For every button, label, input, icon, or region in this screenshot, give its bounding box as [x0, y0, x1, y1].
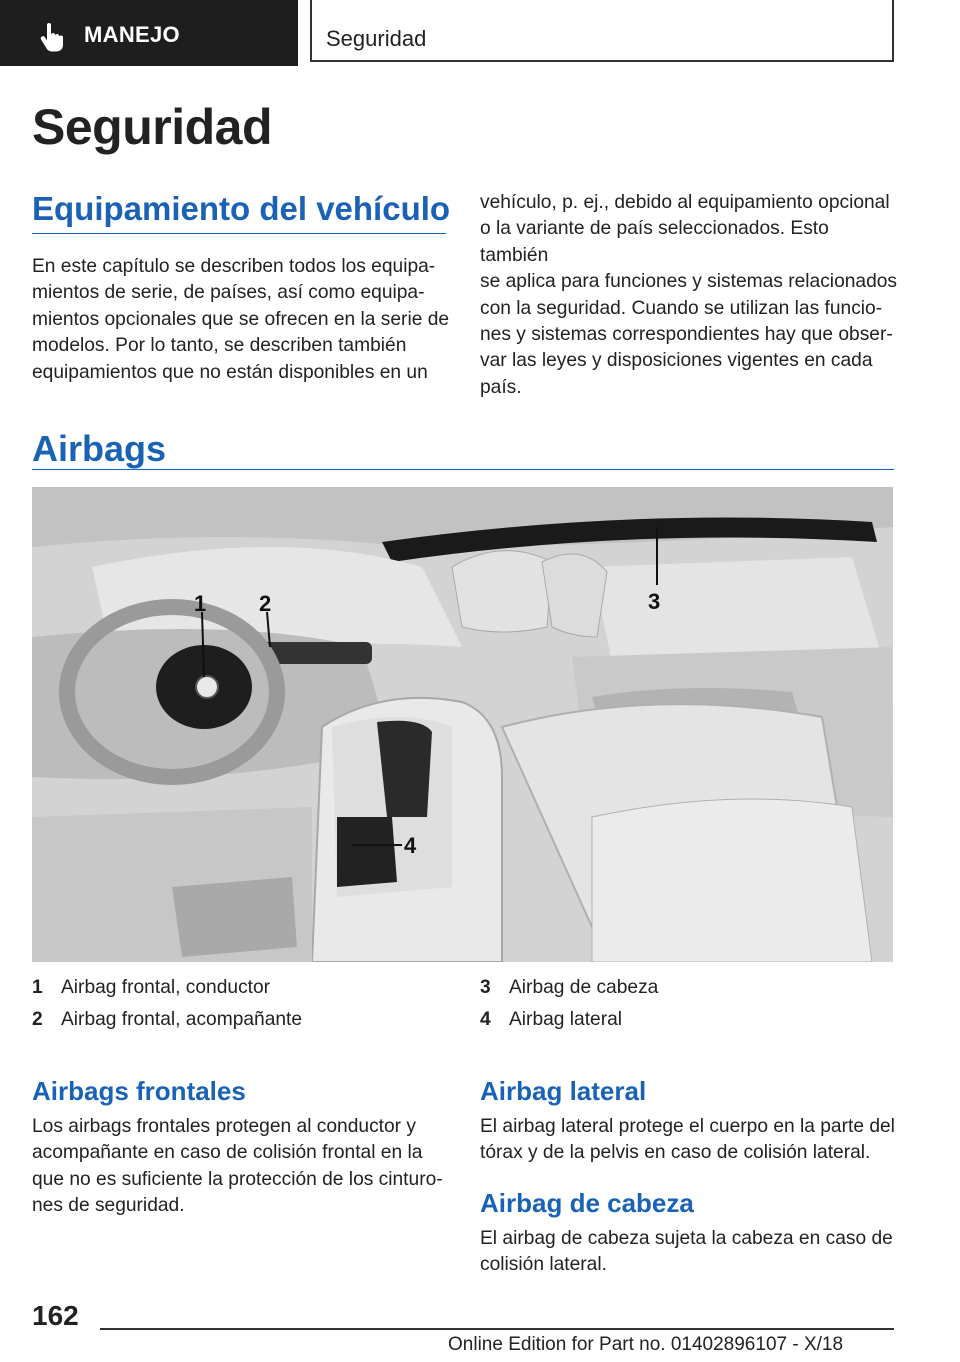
callout-2: 2 [259, 591, 272, 616]
hand-pointer-icon [38, 22, 66, 52]
text-line: que no es suficiente la protección de los cinturo‐ [32, 1168, 443, 1190]
text-line: se aplica para funciones y sistemas relacionados [480, 271, 898, 293]
text-line: país. [480, 376, 522, 398]
cabeza-text [480, 1226, 900, 1279]
equipamiento-rule [32, 233, 446, 234]
airbags-rule [32, 469, 894, 470]
text-line: mientos de serie, de países, así como equipa‐ [32, 282, 425, 304]
frontales-text [32, 1114, 452, 1220]
equipamiento-text-right [480, 190, 900, 401]
legend-label: Airbag frontal, acompañante [61, 1009, 303, 1030]
legend-label: Airbag de cabeza [509, 977, 659, 998]
equipamiento-heading: Equipamiento del vehículo [32, 190, 451, 227]
text-line: En este capítulo se describen todos los equipa‐ [32, 256, 436, 277]
cabeza-heading: Airbag de cabeza [480, 1188, 694, 1218]
text-line: con la seguridad. Cuando se utilizan las funcio‐ [480, 297, 883, 319]
edition-note: Online Edition for Part no. 01402896107 - X/18 [448, 1334, 844, 1355]
text-line: mientos opcionales que se ofrecen en la serie de [32, 308, 450, 330]
legend-label: Airbag lateral [509, 1009, 623, 1030]
section-header-box [310, 0, 894, 62]
callout-1: 1 [194, 591, 207, 616]
lateral-text [480, 1114, 900, 1167]
car-interior-illustration [32, 487, 893, 962]
chapter-label: MANEJO [84, 22, 180, 47]
frontales-heading: Airbags frontales [32, 1076, 246, 1106]
legend-number: 1 [32, 977, 43, 998]
legend-label: Airbag frontal, conductor [61, 977, 271, 998]
text-line: modelos. Por lo tanto, se describen también [32, 335, 407, 357]
text-line: equipamientos que no están disponibles en un [32, 361, 428, 383]
car-interior-drawing [32, 487, 893, 962]
text-line: colisión lateral. [480, 1254, 607, 1276]
text-line: nes de seguridad. [32, 1195, 185, 1217]
airbags-heading: Airbags [32, 428, 167, 469]
page-title: Seguridad [32, 99, 272, 155]
text-line: nes y sistemas correspondientes hay que obser‐ [480, 324, 893, 346]
callout-3: 3 [648, 589, 661, 614]
legend-number: 4 [480, 1009, 491, 1030]
text-line: El airbag de cabeza sujeta la cabeza en caso de [480, 1228, 893, 1249]
lateral-heading: Airbag lateral [480, 1076, 647, 1106]
chapter-tab [0, 0, 298, 66]
footer-rule [100, 1328, 894, 1330]
text-line: tórax y de la pelvis en caso de colisión lateral. [480, 1142, 871, 1164]
text-line: Los airbags frontales protegen al conductor y [32, 1116, 416, 1137]
text-line: vehículo, p. ej., debido al equipamiento opcional [480, 192, 890, 213]
legend-number: 2 [32, 1009, 43, 1030]
callout-4: 4 [404, 833, 417, 858]
page-number: 162 [32, 1300, 79, 1331]
text-line: o la variante de país seleccionados. Esto también [480, 218, 829, 266]
legend-number: 3 [480, 977, 491, 998]
text-line: var las leyes y disposiciones vigentes en cada [480, 350, 873, 372]
section-label: Seguridad [326, 26, 427, 51]
text-line: El airbag lateral protege el cuerpo en la parte del [480, 1116, 895, 1137]
text-line: acompañante en caso de colisión frontal en la [32, 1142, 423, 1164]
equipamiento-text-left [32, 254, 450, 386]
